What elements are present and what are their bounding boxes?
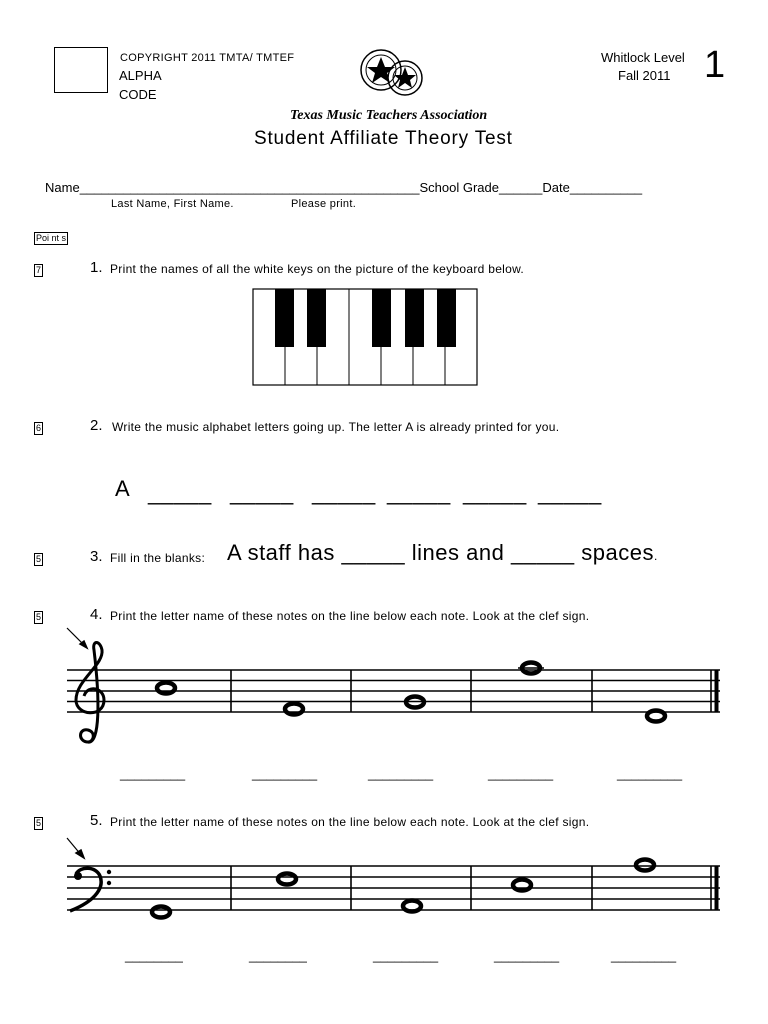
treble-clef-icon [76,643,104,743]
q3-part1: A staff has [227,540,335,565]
q5-answer-blank[interactable]: _________ [494,948,560,963]
name-field[interactable] [45,180,642,195]
print-hint: Please print. [291,198,357,210]
q3-part2: lines and [411,540,505,565]
q4-notes [157,663,665,722]
page-title: Student Affiliate Theory Test [254,128,513,149]
q2-blank[interactable]: _____ [463,480,527,505]
q4-answer-blank[interactable]: _________ [488,766,554,781]
code-label: CODE [119,87,157,102]
q4-number: 4. [90,606,103,623]
q2-letter-a: A [115,476,131,501]
alpha-code-box[interactable] [54,47,108,93]
q5-answer-blank[interactable]: ________ [125,948,183,963]
q5-number: 5. [90,812,103,829]
name-label: Name [45,180,80,195]
term-label: Fall 2011 [618,68,671,83]
q2-blank[interactable]: _____ [312,480,376,505]
q5-notes [152,860,654,918]
tmta-seal-right [388,61,422,95]
q3-text: Fill in the blanks: [110,551,206,565]
arrow [67,628,87,648]
level-label: Whitlock Level [601,50,685,65]
q3-part3: spaces [581,540,655,565]
q4-text: Print the letter name of these notes on the line below each note. Look at the clef sign. [110,609,590,623]
q4-answer-blank[interactable]: _________ [368,766,434,781]
q5-text: Print the letter name of these notes on the line below each note. Look at the clef sign. [110,815,590,829]
q2-blank[interactable]: _____ [538,480,602,505]
q4-answer-blank[interactable]: _________ [252,766,318,781]
q2-number: 2. [90,417,103,434]
q2-blank[interactable]: _____ [148,480,212,505]
name-hint: Last Name, First Name. [111,198,234,210]
q5-answer-blank[interactable]: _________ [611,948,677,963]
date-blank[interactable]: __________ [569,180,643,195]
alpha-label: ALPHA [119,68,162,83]
q5-answer-blank[interactable]: ________ [249,948,307,963]
org-name: Texas Music Teachers Association [290,108,488,123]
q5-points: 5 [36,818,42,828]
bass-clef-icon [70,868,111,911]
q1-number: 1. [90,259,103,276]
q3-blank[interactable]: _____ [341,540,406,565]
q1-points: 7 [36,265,42,275]
q3-sentence [227,540,658,566]
q4-answer-blank[interactable]: _________ [617,766,683,781]
q2-blank[interactable]: _____ [387,480,451,505]
tmta-seal-left [361,50,401,90]
q1-text: Print the names of all the white keys on the picture of the keyboard below. [110,262,525,276]
q3-number: 3. [90,548,103,565]
q3-blank[interactable]: _____ [510,540,575,565]
q5-answer-blank[interactable]: _________ [373,948,439,963]
q4-points: 5 [36,612,42,622]
points-header: Poi nt s [36,233,67,243]
q2-points: 6 [36,423,42,433]
grade-blank[interactable]: ______ [499,180,543,195]
q3-points: 5 [36,554,42,564]
name-blank[interactable]: _______________________________________________ [79,180,420,195]
grade-label: School Grade [419,180,499,195]
q2-text: Write the music alphabet letters going up. The letter A is already printed for you. [112,420,560,434]
q2-blank[interactable]: _____ [230,480,294,505]
level-number: 1 [704,44,726,86]
q4-answer-blank[interactable]: _________ [120,766,186,781]
q3-period: . [654,549,658,563]
copyright-text: COPYRIGHT 2011 TMTA/ TMTEF [120,52,295,64]
date-label: Date [542,180,570,195]
